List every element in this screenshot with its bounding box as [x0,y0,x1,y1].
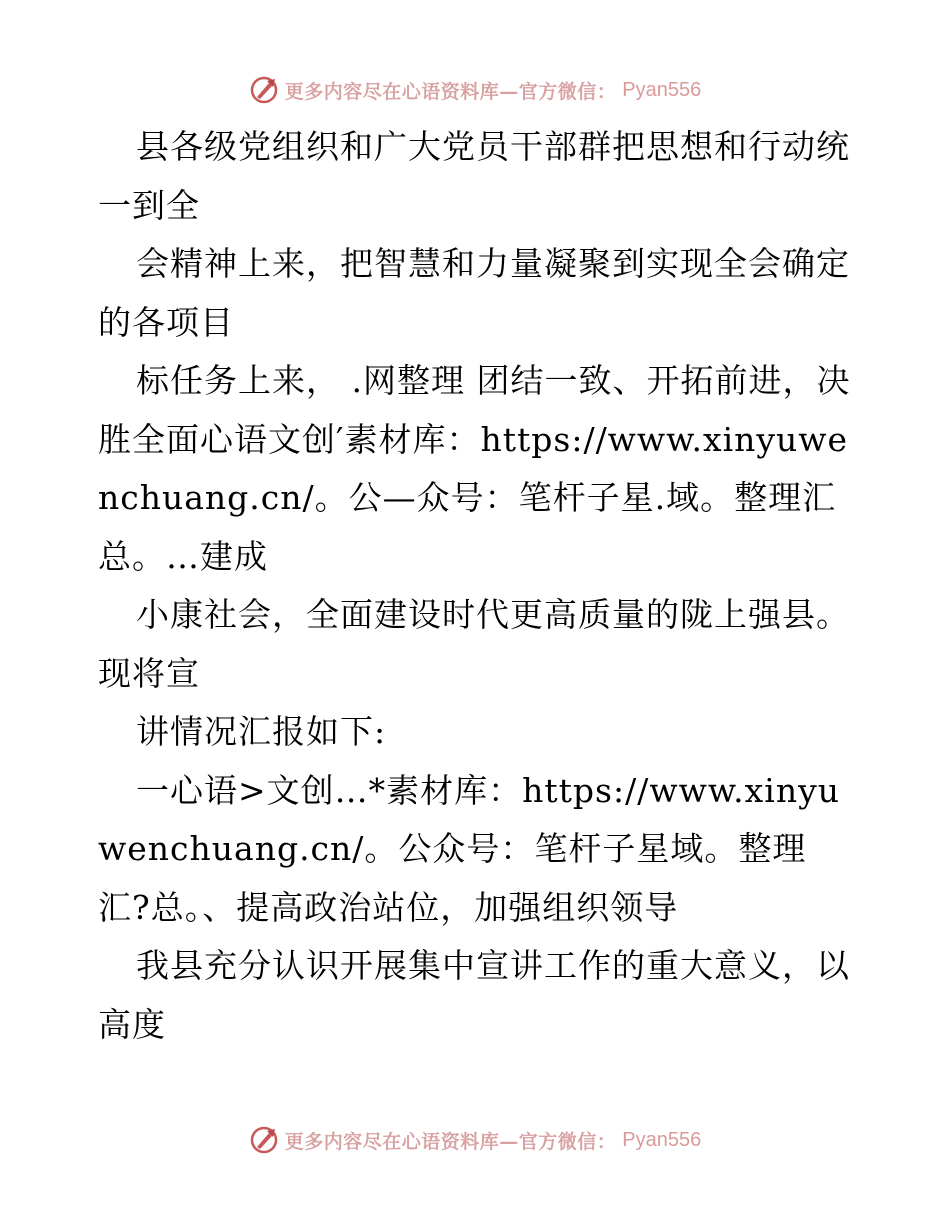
header-banner-id: Pyan556 [622,78,702,101]
quill-logo-icon [249,75,279,105]
paragraph: 讲情况汇报如下: [136,712,387,751]
paragraph: 一心语>文创…*素材库：https://www.xinyuwenchuang.cn/。公众号：笔杆子星域。整理汇?总。、提高政治站位，加强组织领导 [98,770,840,927]
paragraph: 标任务上来， .网整理 团结一致、开拓前进，决胜全面心语文创′素材库：https://www.xinyuwenchuang.cn/。公—众号：笔杆子星.域。整理汇总。…建成 [98,361,851,576]
paragraph: 会精神上来，把智慧和力量凝聚到实现全会确定的各项目 [98,244,850,342]
quill-logo-icon [249,1125,279,1155]
document-body [98,118,858,1054]
header-banner-text: 更多内容尽在心语资料库—官方微信： [284,80,617,103]
paragraph: 我县充分认识开展集中宣讲工作的重大意义，以高度 [98,946,850,1044]
paragraph: 县各级党组织和广大党员干部群把思想和行动统一到全 [98,127,850,225]
footer-banner-id: Pyan556 [622,1128,702,1151]
header-banner [0,70,950,110]
paragraph: 小康社会，全面建设时代更高质量的陇上强县。现将宣 [98,595,850,693]
footer-banner [0,1120,950,1160]
footer-banner-text: 更多内容尽在心语资料库—官方微信： [284,1130,617,1153]
